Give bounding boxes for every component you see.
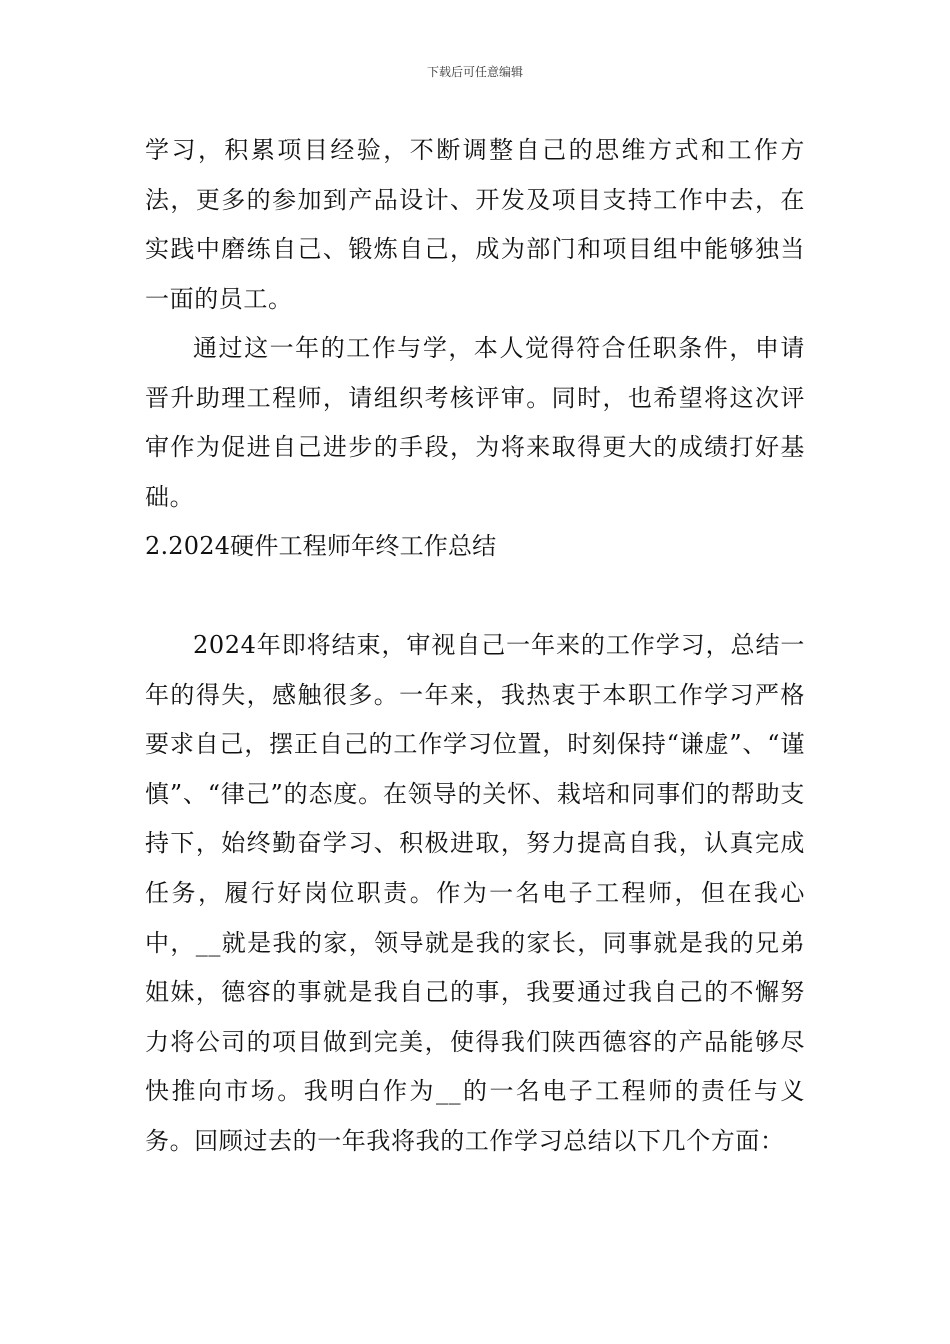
- page-header: 下载后可任意编辑: [426, 65, 523, 79]
- section-heading-block: [145, 522, 805, 572]
- paragraph-intro: 2024年即将结束，审视自己一年来的工作学习，总结一年的得失，感触很多。一年来，我热衷于本职工作学习严格要求自己，摆正自己的工作学习位置，时刻保持“谦虚”、“谨慎”、“律己”的态度。在领导的关怀、栽培和同事们的帮助支持下，始终勤奋学习、积极进取，努力提高自我，认真完成任务，履行好岗位职责。作为一名电子工程师，但在我心中，__就是我的家，领导就是我的家长，同事就是我的兄弟姐妹，德容的事就是我自己的事，我要通过我自己的不懈努力将公司的项目做到完美，使得我们陕西德容的产品能够尽快推向市场。我明白作为__的一名电子工程师的责任与义务。回顾过去的一年我将我的工作学习总结以下几个方面：: [145, 631, 805, 1155]
- section-heading: 2.2024硬件工程师年终工作总结: [145, 532, 497, 560]
- document-body-intro: [145, 621, 805, 1167]
- document-body-conclusion: [145, 324, 805, 522]
- paragraph-continued: 学习，积累项目经验，不断调整自己的思维方式和工作方法，更多的参加到产品设计、开发及项目支持工作中去，在实践中磨练自己、锻炼自己，成为部门和项目组中能够独当一面的员工。: [145, 136, 805, 313]
- paragraph-conclusion: 通过这一年的工作与学，本人觉得符合任职条件，申请晋升助理工程师，请组织考核评审。同时，也希望将这次评审作为促进自己进步的手段，为将来取得更大的成绩打好基础。: [145, 334, 805, 511]
- document-body-continued: [145, 126, 805, 324]
